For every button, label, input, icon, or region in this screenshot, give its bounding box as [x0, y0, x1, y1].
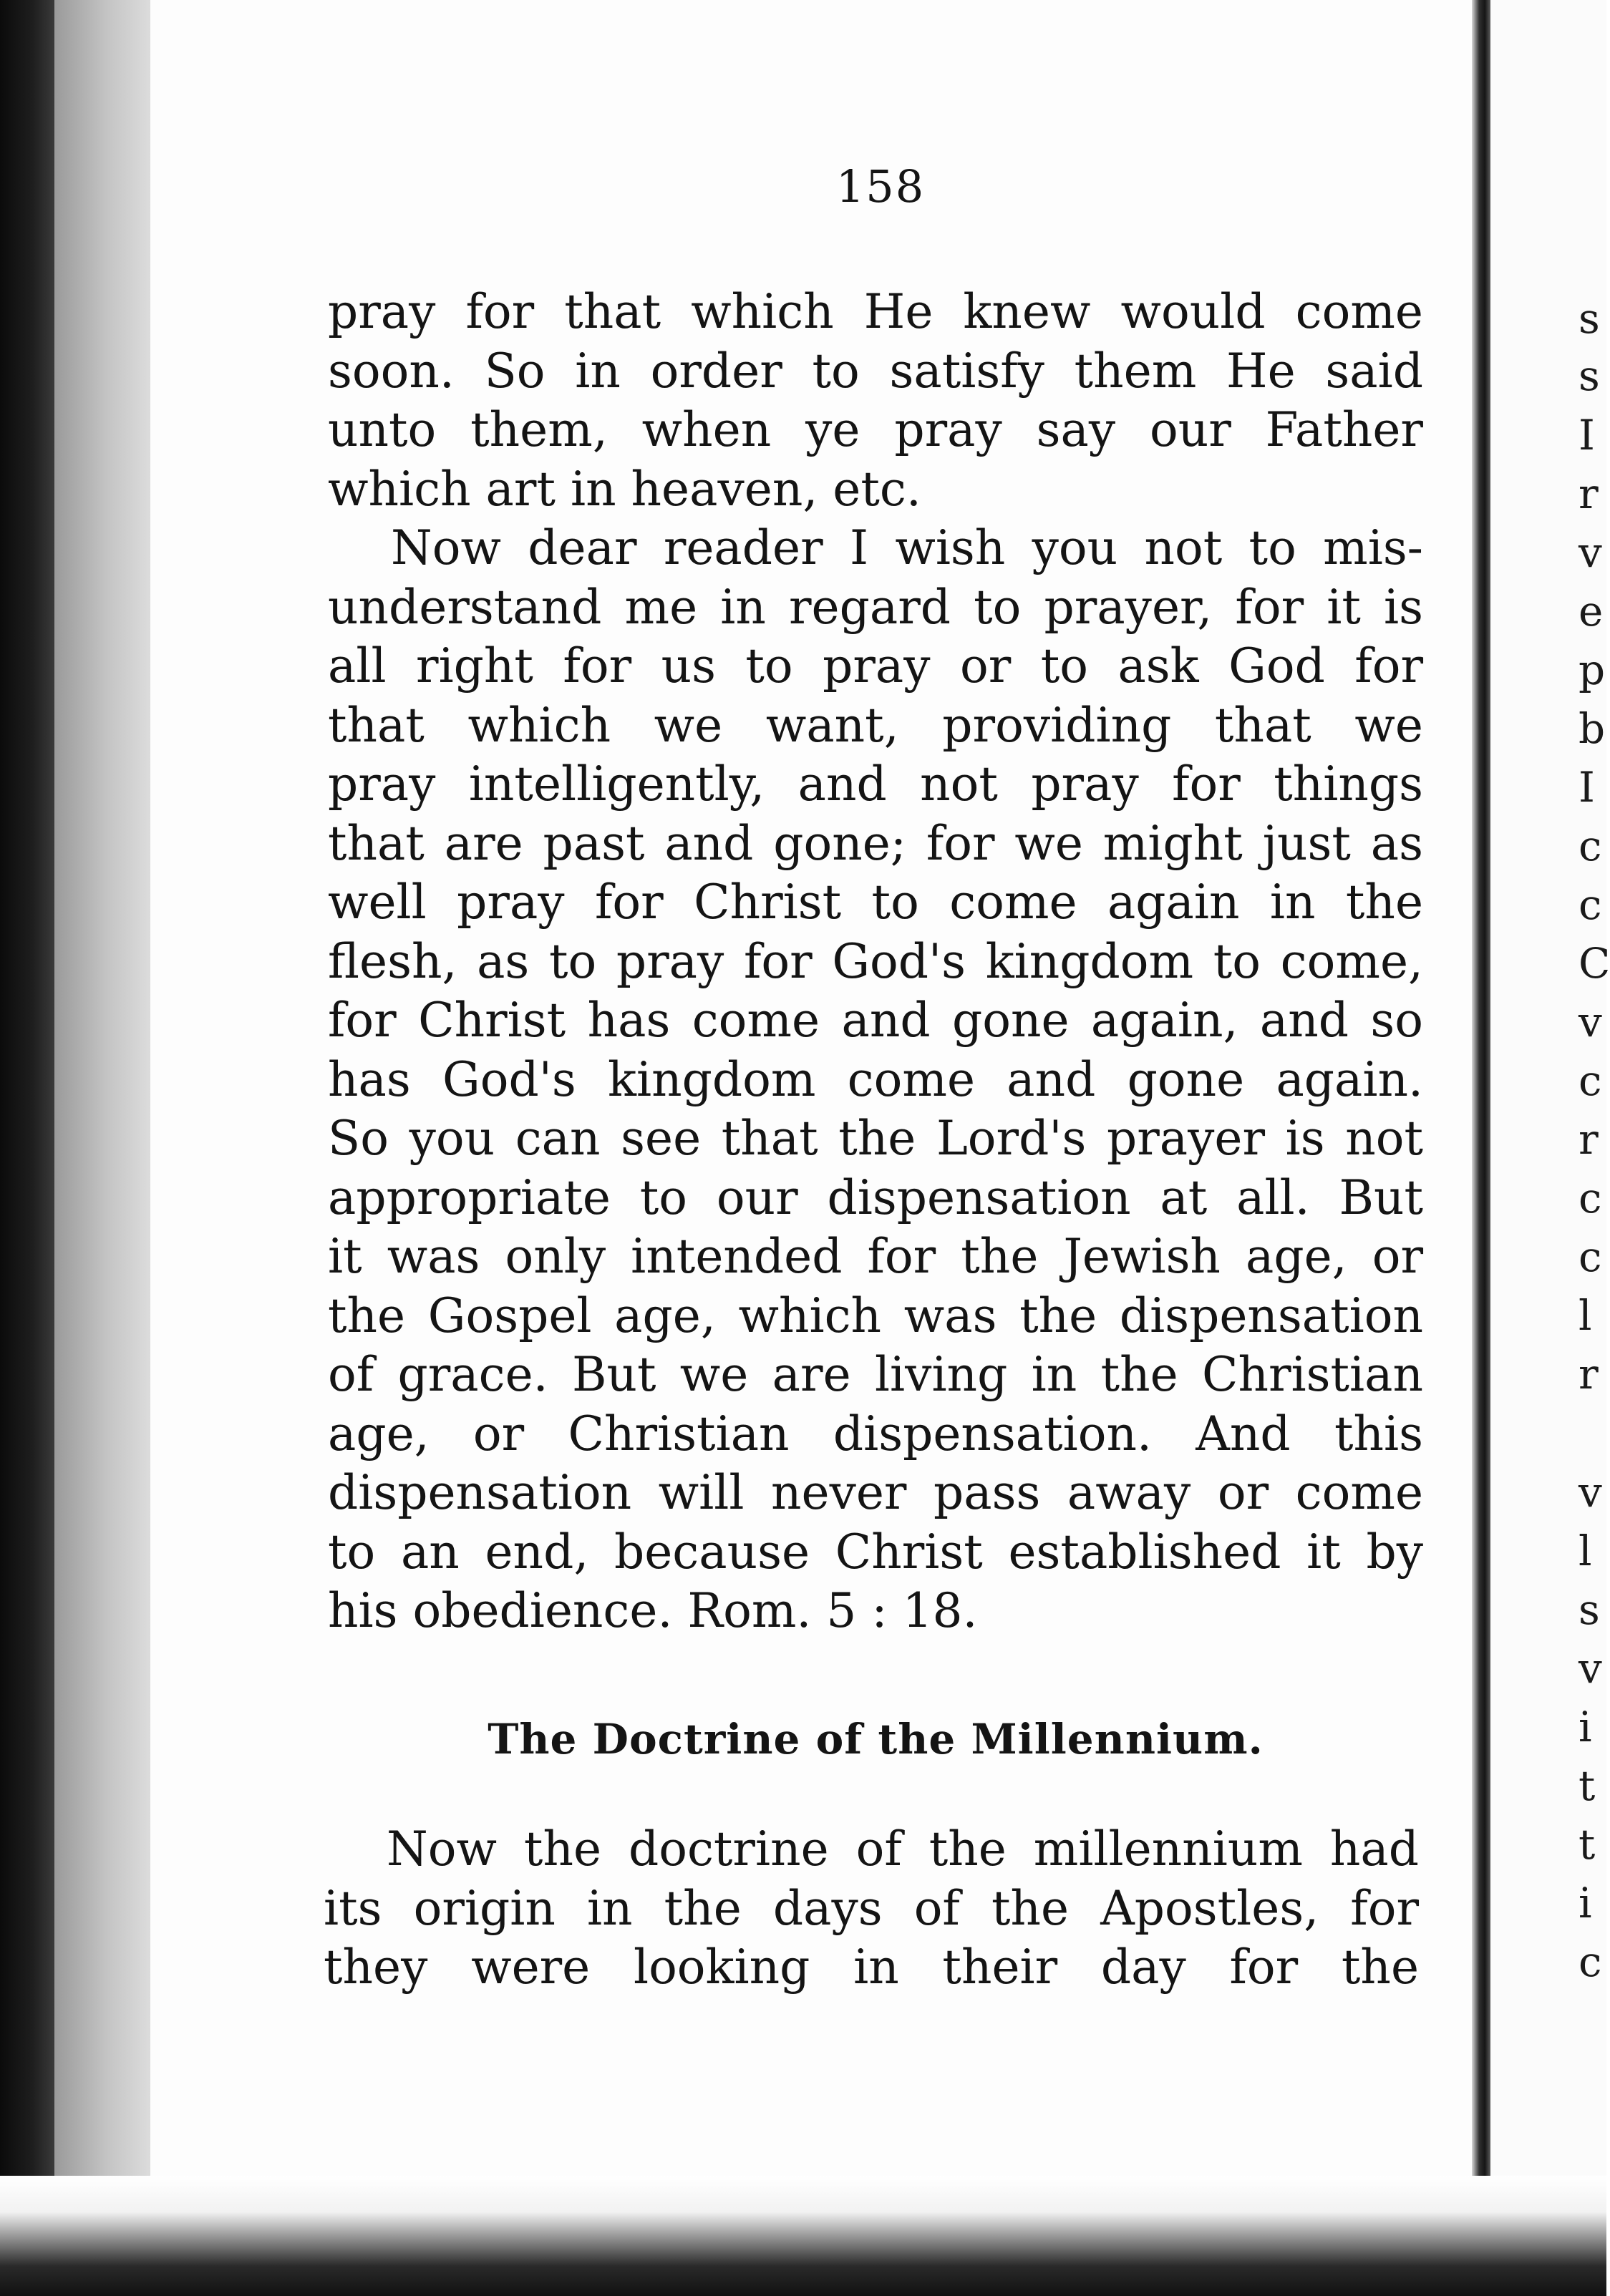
section-heading: The Doctrine of the Millennium.	[488, 1715, 1264, 1764]
text-line: his obedience. Rom. 5 : 18.	[328, 1583, 978, 1638]
text-line: that which we want, providing that we	[328, 697, 1423, 753]
facing-page-fragment: v	[1579, 1468, 1602, 1517]
text-line: which art in heaven, etc.	[328, 461, 921, 517]
text-line: to an end, because Christ established it by	[328, 1524, 1423, 1580]
text-line: dispensation will never pass away or come	[328, 1465, 1423, 1520]
text-line: well pray for Christ to come again in the	[328, 875, 1423, 930]
facing-page-fragment: s	[1579, 1585, 1600, 1634]
facing-page-fragment: e	[1579, 587, 1604, 636]
facing-page-fragment: i	[1579, 1703, 1592, 1751]
text-line: understand me in regard to prayer, for it is	[328, 579, 1423, 635]
text-line: flesh, as to pray for God's kingdom to come,	[328, 933, 1423, 989]
facing-page-fragment: p	[1579, 646, 1606, 694]
text-line: soon. So in order to satisfy them He said	[328, 343, 1423, 399]
facing-page-fragment: c	[1579, 1056, 1602, 1105]
facing-page-fragment: c	[1579, 1937, 1602, 1986]
facing-page-fragment: b	[1579, 704, 1606, 753]
facing-page-fragment: r	[1579, 1350, 1599, 1398]
facing-page-fragment: v	[1579, 1644, 1602, 1693]
text-line: its origin in the days of the Apostles, for	[324, 1880, 1419, 1936]
facing-page-fragment: v	[1579, 998, 1602, 1046]
facing-page-fragment: v	[1579, 528, 1602, 577]
facing-page-fragment: c	[1579, 1174, 1602, 1222]
text-line: of grace. But we are living in the Christian	[328, 1347, 1423, 1402]
text-line: has God's kingdom come and gone again.	[328, 1051, 1423, 1107]
body-text-lower	[324, 1820, 1419, 1998]
text-line: all right for us to pray or to ask God for	[328, 638, 1423, 694]
text-line: for Christ has come and gone again, and so	[328, 993, 1423, 1048]
facing-page-fragment: C	[1579, 939, 1610, 988]
text-line: it was only intended for the Jewish age, or	[328, 1229, 1423, 1284]
facing-page-fragment: c	[1579, 1232, 1602, 1281]
text-line: pray intelligently, and not pray for things	[328, 757, 1423, 812]
facing-page-fragment: t	[1579, 1820, 1596, 1869]
body-text-upper	[328, 283, 1423, 1641]
facing-page-fragment: l	[1579, 1291, 1592, 1340]
facing-page-fragment: I	[1579, 763, 1595, 812]
page-gutter-left	[54, 0, 150, 2296]
page-number: 158	[835, 160, 926, 213]
book-spine-fold	[1472, 0, 1490, 2204]
facing-page-fragment: r	[1579, 1115, 1599, 1164]
facing-page-fragment: s	[1579, 351, 1600, 400]
text-line: pray for that which He knew would come	[328, 284, 1423, 339]
text-line: unto them, when ye pray say our Father	[328, 402, 1423, 457]
binding-edge-left	[0, 0, 54, 2296]
facing-page-fragment: c	[1579, 822, 1602, 870]
text-line: that are past and gone; for we might just as	[328, 815, 1423, 871]
text-line: appropriate to our dispensation at all. But	[328, 1169, 1423, 1225]
text-line: the Gospel age, which was the dispensation	[328, 1288, 1423, 1343]
bottom-frame-edge	[0, 2176, 1606, 2296]
facing-page-fragment: r	[1579, 470, 1599, 518]
facing-page-fragment: t	[1579, 1761, 1596, 1810]
text-line: age, or Christian dispensation. And this	[328, 1406, 1423, 1461]
facing-page-fragment: c	[1579, 880, 1602, 929]
facing-page-fragment: I	[1579, 411, 1595, 459]
text-line: Now the doctrine of the millennium had	[387, 1821, 1419, 1877]
text-line: they were looking in their day for the	[324, 1940, 1419, 1995]
facing-page-fragment: i	[1579, 1879, 1592, 1927]
text-line: So you can see that the Lord's prayer is not	[328, 1111, 1423, 1166]
facing-page-fragment: s	[1579, 294, 1600, 343]
text-line: Now dear reader I wish you not to mis-	[391, 520, 1423, 575]
facing-page-fragment: l	[1579, 1527, 1592, 1575]
